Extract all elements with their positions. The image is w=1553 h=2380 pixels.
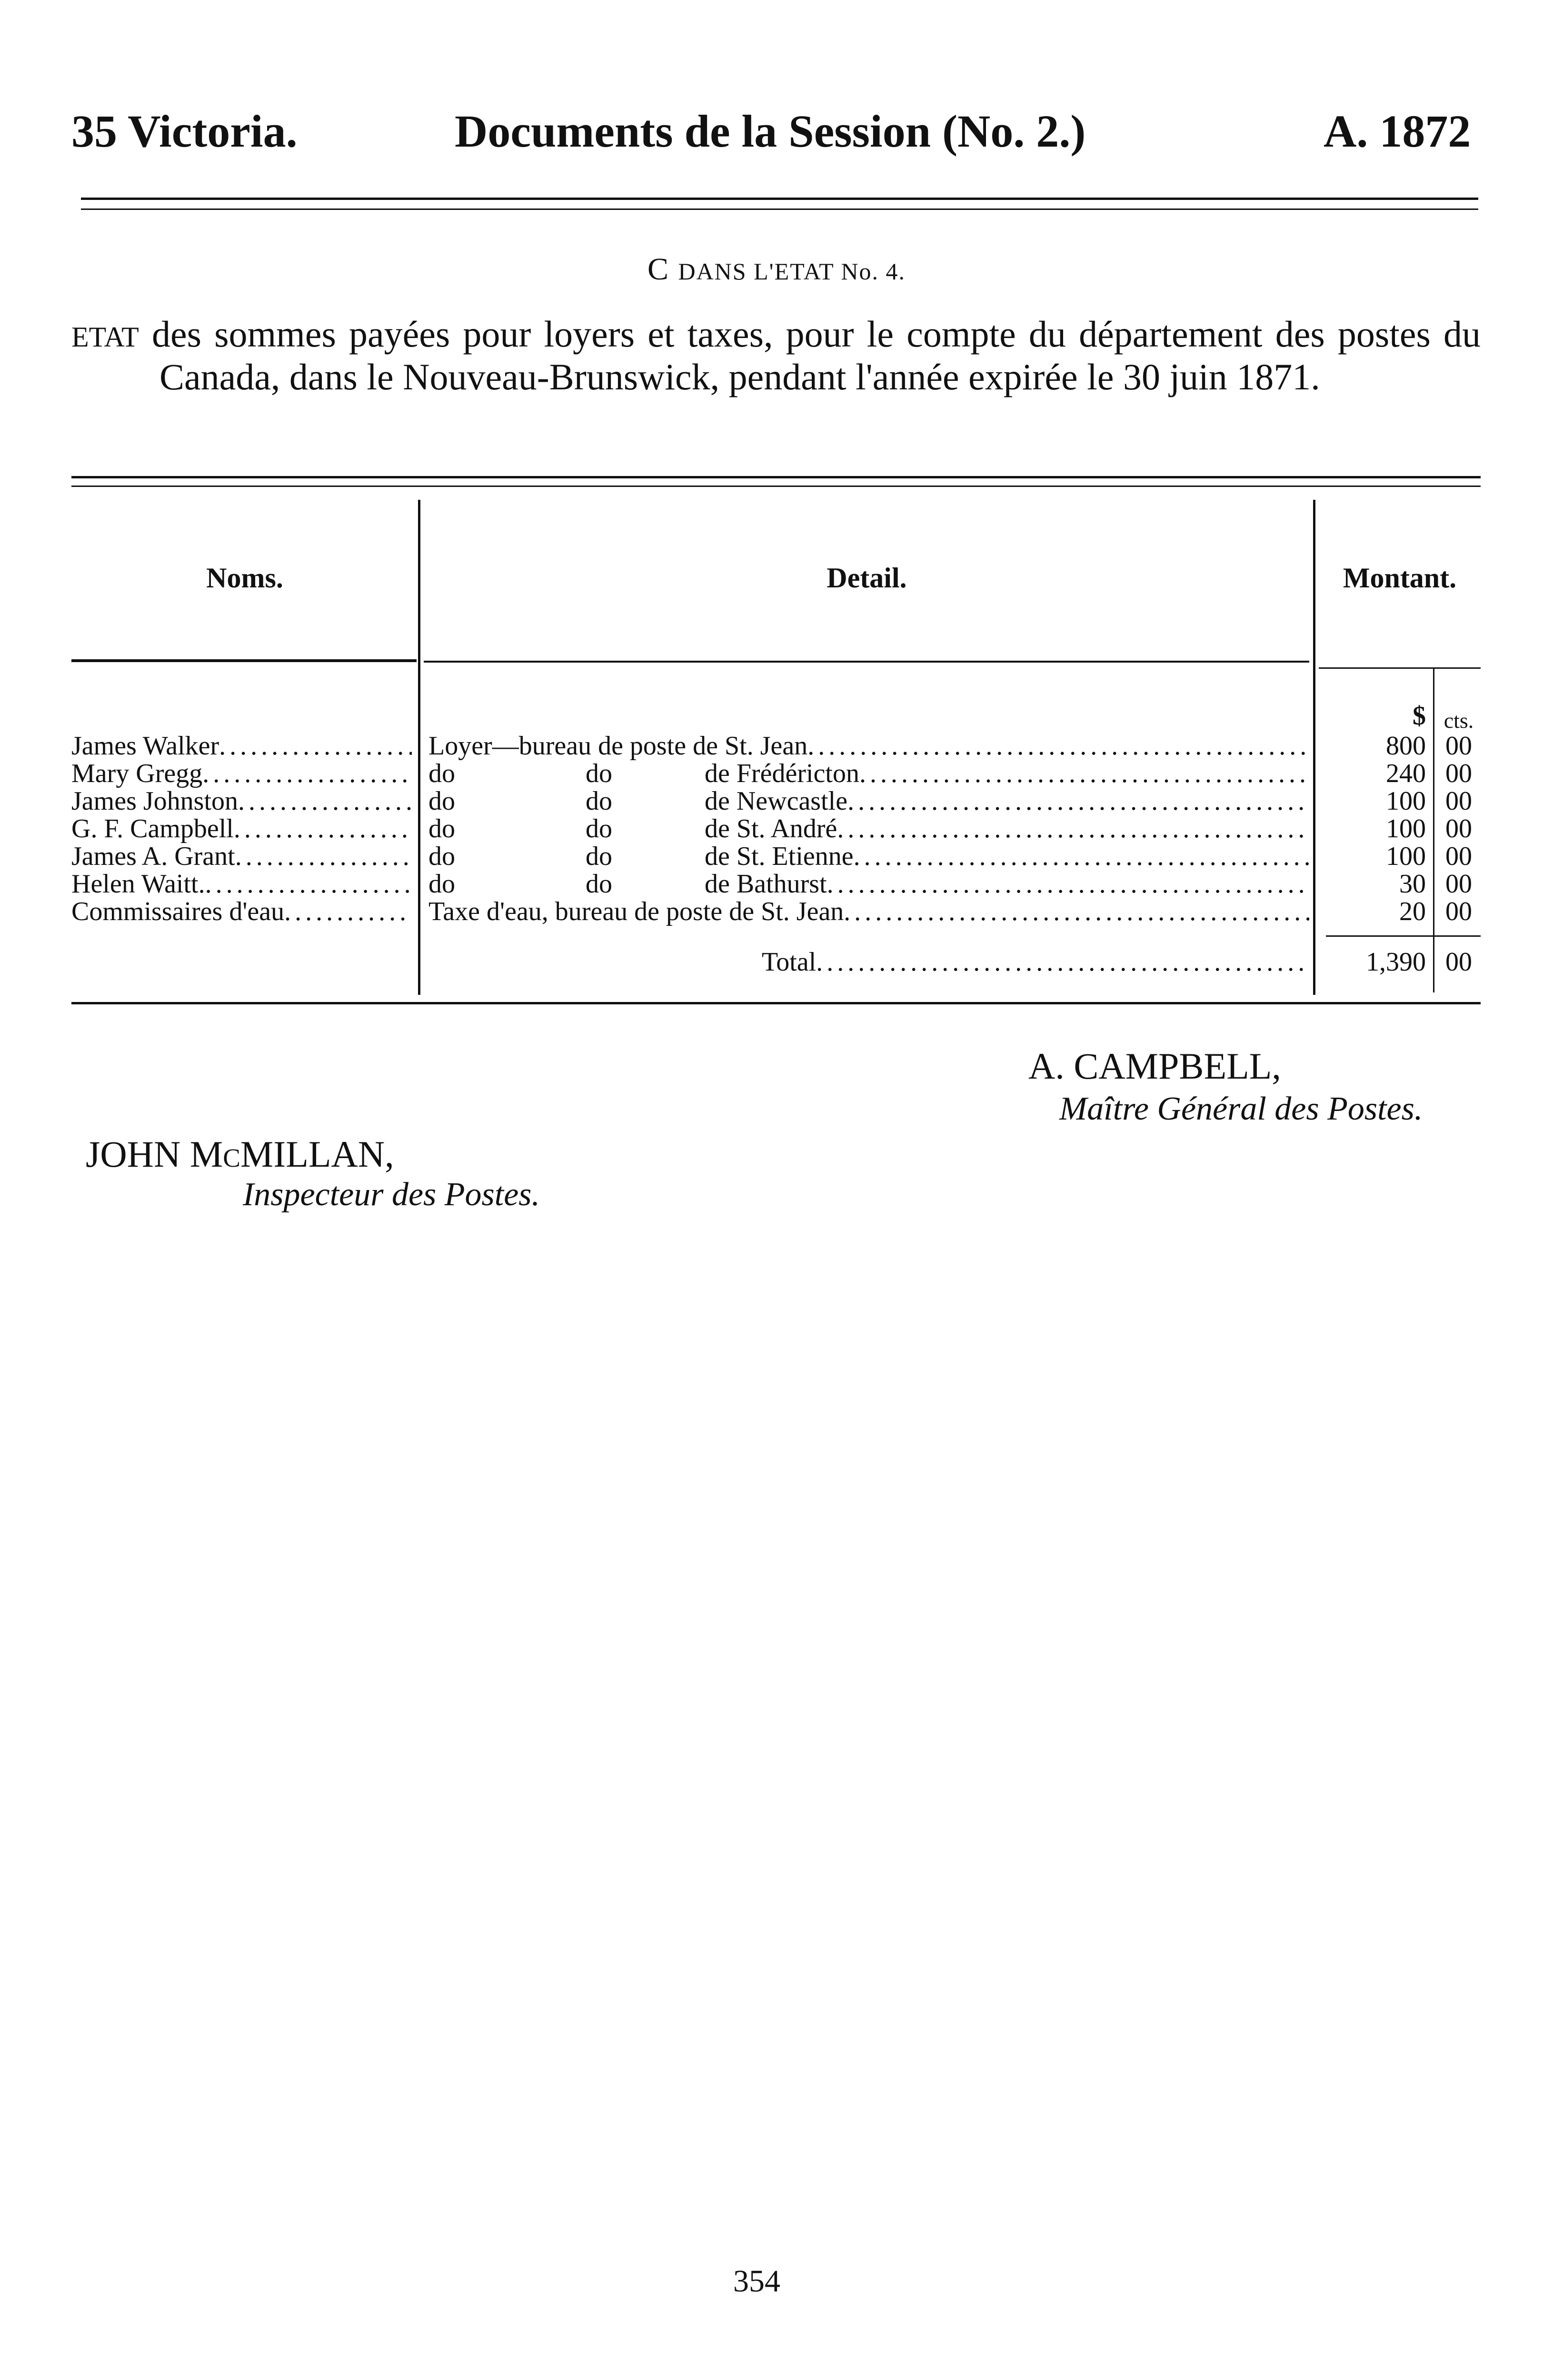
col-head-detail: Detail. [826, 562, 907, 594]
table-row-detail [428, 843, 1309, 870]
header-volume: 35 Victoria. [71, 106, 298, 157]
table-row-detail [428, 787, 1309, 815]
table-rule-top [71, 476, 1481, 478]
intro-lead: ETAT [71, 321, 139, 353]
row-2-dollars: 240 [1386, 759, 1426, 788]
row-5-cents: 00 [1445, 842, 1472, 871]
total-row [762, 948, 1309, 976]
table-row-detail [428, 760, 1309, 787]
row-7-detail: Taxe d'eau, bureau de poste de St. Jean [428, 897, 844, 926]
row-5-dollars: 100 [1386, 842, 1426, 871]
header-rule-top [81, 198, 1478, 200]
intro-text: des sommes payées pour loyers et taxes, pour le compte du département des postes du Canada, dans le Nouveau-Brunswick, pendant l'année expirée le 30 juin 1871. [152, 313, 1481, 397]
row-5-detail-b: do [586, 842, 612, 871]
row-7-dollars: 20 [1399, 897, 1426, 926]
row-7-name: Commissaires d'eau [71, 897, 285, 926]
noms-head-rule [71, 659, 417, 662]
table-row-name [71, 815, 412, 843]
row-1-name: James Walker [71, 731, 219, 761]
row-5-detail-a: do [428, 842, 455, 871]
row-2-detail-b: do [586, 759, 612, 788]
table-row-detail [428, 732, 1309, 760]
unit-cents: cts. [1443, 708, 1474, 733]
row-4-dollars: 100 [1386, 814, 1426, 843]
row-6-detail-b: do [586, 869, 612, 899]
row-3-cents: 00 [1445, 786, 1472, 816]
row-3-detail-b: do [586, 786, 612, 816]
col-head-noms: Noms. [206, 562, 283, 594]
total-dollars: 1,390 [1366, 947, 1426, 977]
table-row-name [71, 732, 412, 760]
table-row-name [71, 843, 412, 870]
row-4-name: G. F. Campbell [71, 814, 234, 843]
table-row-name [71, 870, 412, 898]
row-4-detail-a: do [428, 814, 455, 843]
header-title: Documents de la Session (No. 2.) [455, 106, 1086, 157]
row-3-detail-a: do [428, 786, 455, 816]
row-7-cents: 00 [1445, 897, 1472, 926]
row-4-cents: 00 [1445, 814, 1472, 843]
row-6-cents: 00 [1445, 869, 1472, 899]
detail-head-rule [424, 661, 1309, 663]
table-row-name [71, 787, 412, 815]
row-3-name: James Johnston [71, 786, 238, 816]
row-4-detail-b: do [586, 814, 612, 843]
total-label: Total [762, 947, 816, 977]
intro-paragraph [71, 314, 1481, 397]
section-title-lead: C [647, 252, 669, 287]
row-3-dollars: 100 [1386, 786, 1426, 816]
table-row-detail [428, 815, 1309, 843]
total-cents: 00 [1445, 947, 1472, 977]
row-1-detail: Loyer—bureau de poste de St. Jean [428, 731, 808, 761]
signature-right-title: Maître Général des Postes. [1059, 1091, 1423, 1127]
section-title-rest: DANS L'ETAT No. 4. [678, 258, 906, 285]
row-2-detail-c: de Frédéricton [705, 759, 859, 788]
row-6-name: Helen Waitt. [71, 869, 205, 899]
row-2-cents: 00 [1445, 759, 1472, 788]
row-1-dollars: 800 [1386, 731, 1426, 761]
unit-dollars: $ [1413, 701, 1426, 731]
section-title [0, 251, 1553, 288]
row-2-name: Mary Gregg [71, 759, 203, 788]
header-year: A. 1872 [1324, 106, 1471, 157]
row-6-dollars: 30 [1399, 869, 1426, 899]
signature-left-name: JOHN McMILLAN, [86, 1133, 394, 1175]
row-3-detail-c: de Newcastle [705, 786, 848, 816]
signature-left-title: Inspecteur des Postes. [243, 1176, 540, 1213]
table-row-name [71, 898, 412, 925]
montant-head-rule [1319, 667, 1481, 669]
row-5-detail-c: de St. Etienne [705, 842, 854, 871]
signature-right-name: A. CAMPBELL, [1028, 1045, 1281, 1087]
row-1-cents: 00 [1445, 731, 1472, 761]
row-5-name: James A. Grant [71, 842, 235, 871]
table-row-detail [428, 870, 1309, 898]
row-6-detail-a: do [428, 869, 455, 899]
col-sep-2 [1313, 500, 1315, 995]
table-rule-top-2 [71, 486, 1481, 487]
table-row-detail [428, 898, 1309, 925]
row-6-detail-c: de Bathurst [705, 869, 827, 899]
total-sum-rule [1326, 935, 1481, 937]
table-rule-bottom [71, 1002, 1481, 1004]
table-row-name [71, 760, 412, 787]
header-rule-bottom [81, 208, 1478, 210]
col-head-montant: Montant. [1343, 562, 1457, 594]
col-sep-cents [1433, 669, 1434, 992]
row-4-detail-c: de St. André [705, 814, 837, 843]
row-2-detail-a: do [428, 759, 455, 788]
page-number: 354 [733, 2264, 780, 2299]
